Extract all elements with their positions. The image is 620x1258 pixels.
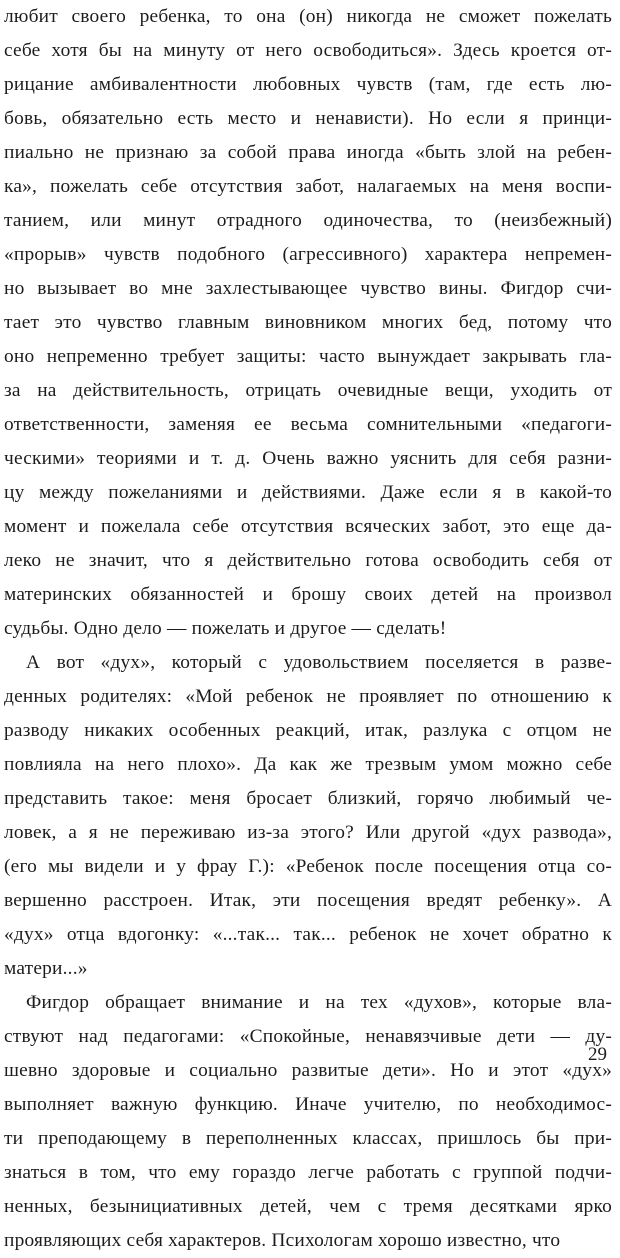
text-line: матери...» <box>4 958 88 979</box>
text-line: ствуют над педагогами: «Спокойные, ненавязчивые дети — ду- <box>4 1026 612 1047</box>
text-line: Фигдор обращает внимание и на тех «духов», которые вла- <box>26 992 612 1013</box>
text-line: выполняет важную функцию. Иначе учителю, по необходимос- <box>4 1094 612 1115</box>
text-line: оно непременно требует защиты: часто вынуждает закрывать гла- <box>4 346 612 367</box>
text-line: представить такое: меня бросает близкий, горячо любимый че- <box>4 788 612 809</box>
text-line: ти преподающему в переполненных классах, пришлось бы при- <box>4 1128 612 1149</box>
text-line: ответственности, заменяя ее весьма сомнительными «педагоги- <box>4 414 612 435</box>
text-line: ческими» теориями и т. д. Очень важно уяснить для себя разни- <box>4 448 612 469</box>
text-line: любит своего ребенка, то она (он) никогда не сможет пожелать <box>4 6 612 27</box>
text-line: себе хотя бы на минуту от него освободиться». Здесь кроется от- <box>4 40 612 61</box>
text-line: денных родителях: «Мой ребенок не проявляет по отношению к <box>4 686 612 707</box>
text-line: разводу никаких особенных реакций, итак, разлука с отцом не <box>4 720 612 741</box>
text-line: (его мы видели и у фрау Г.): «Ребенок после посещения отца со- <box>4 856 612 877</box>
text-line: повлияла на него плохо». Да как же трезвым умом можно себе <box>4 754 612 775</box>
text-line: «дух» отца вдогонку: «...так... так... ребенок не хочет обратно к <box>4 924 612 945</box>
text-line: шевно здоровые и социально развитые дети». Но и этот «дух» <box>4 1060 612 1081</box>
text-line: материнских обязанностей и брошу своих детей на произвол <box>4 584 612 605</box>
text-line: за на действительность, отрицать очевидные вещи, уходить от <box>4 380 612 401</box>
text-line: «прорыв» чувств подобного (агрессивного) характера непремен- <box>4 244 612 265</box>
page-number: 29 <box>588 1044 607 1065</box>
text-line: бовь, обязательно есть место и ненависти). Но если я принци- <box>4 108 612 129</box>
text-line: тает это чувство главным виновником многих бед, потому что <box>4 312 612 333</box>
text-line: танием, или минут отрадного одиночества, то (неизбежный) <box>4 210 612 231</box>
text-line: но вызывает во мне захлестывающее чувство вины. Фигдор счи- <box>4 278 612 299</box>
text-line: пиально не признаю за собой права иногда «быть злой на ребен- <box>4 142 612 163</box>
text-line: момент и пожелала себе отсутствия всяческих забот, это еще да- <box>4 516 612 537</box>
text-line: ка», пожелать себе отсутствия забот, налагаемых на меня воспи- <box>4 176 612 197</box>
text-line: проявляющих себя характеров. Психологам хорошо известно, что <box>4 1230 561 1251</box>
text-line: знаться в том, что ему гораздо легче работать с группой подчи- <box>4 1162 612 1183</box>
text-line: вершенно расстроен. Итак, эти посещения вредят ребенку». А <box>4 890 612 911</box>
text-line: А вот «дух», который с удовольствием поселяется в разве- <box>26 652 612 673</box>
text-line: ловек, а я не переживаю из-за этого? Или другой «дух развода», <box>4 822 612 843</box>
text-line: ненных, безынициативных детей, чем с тремя десятками ярко <box>4 1196 612 1217</box>
text-line: рицание амбивалентности любовных чувств (там, где есть лю- <box>4 74 612 95</box>
text-line: судьбы. Одно дело — пожелать и другое — сделать! <box>4 618 447 639</box>
text-line: цу между пожеланиями и действиями. Даже если я в какой-то <box>4 482 612 503</box>
text-line: леко не значит, что я действительно готова освободить себя от <box>4 550 612 571</box>
